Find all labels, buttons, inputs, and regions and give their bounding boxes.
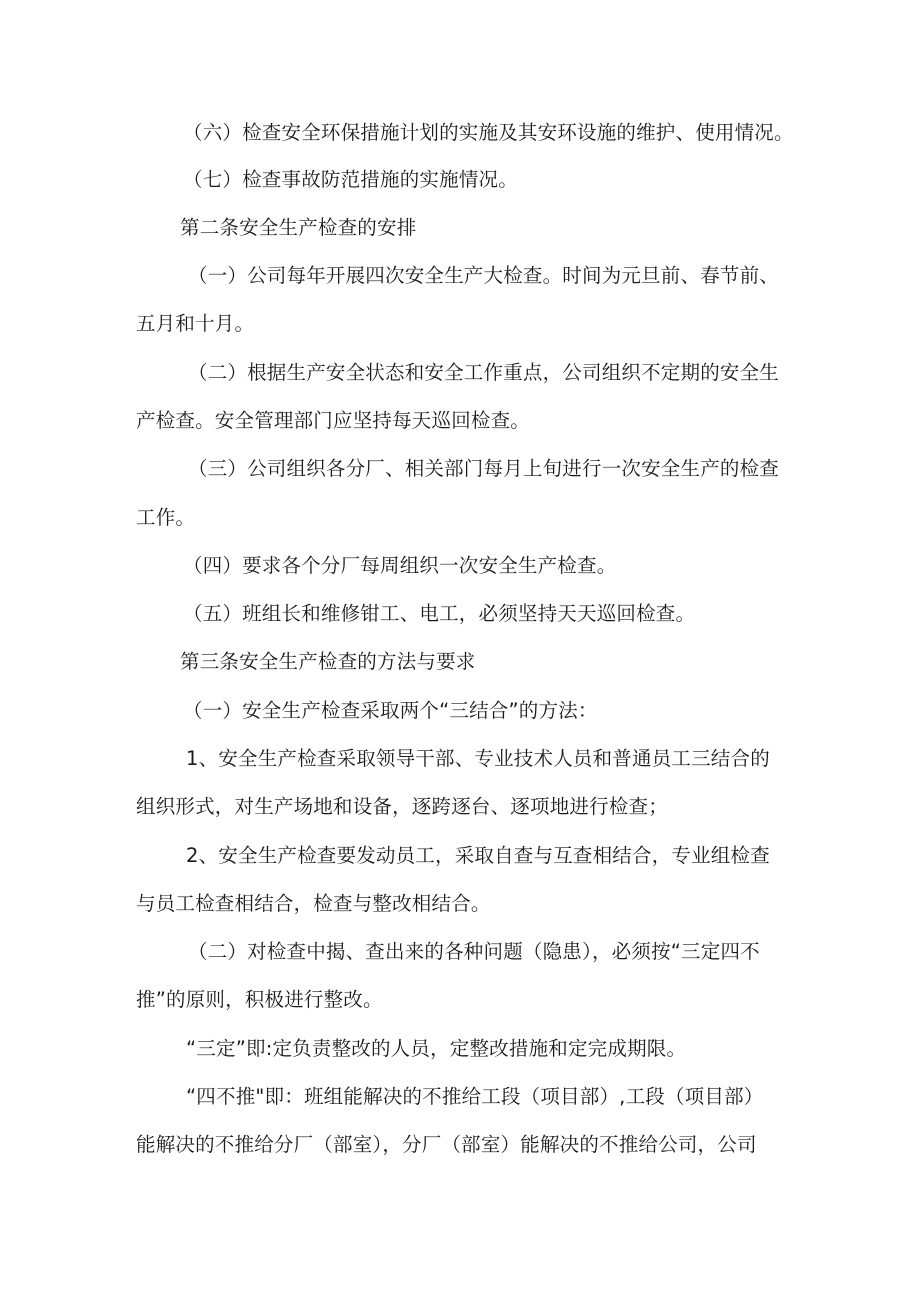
article-3-point-1-line-2: 组织形式，对生产场地和设备，逐跨逐台、逐项地进行检查； <box>136 795 668 818</box>
four-no-push-line-1: “四不推"即：班组能解决的不推给工段（项目部）,工段（项目部） <box>186 1085 764 1108</box>
article-2-item-1-line-1: （一）公司每年开展四次安全生产大检查。时间为元旦前、春节前、 <box>188 264 780 287</box>
article-3-item-2-line-2: 推”的原则，积极进行整改。 <box>136 988 383 1011</box>
article-3-item-1-line: （一）安全生产检查采取两个“三结合”的方法： <box>183 699 598 722</box>
article-2-heading: 第二条安全生产检查的安排 <box>180 216 417 239</box>
article-2-item-1-line-2: 五月和十月。 <box>136 312 255 335</box>
article-2-item-3-line-2: 工作。 <box>136 506 196 529</box>
article-2-item-2-line-1: （二）根据生产安全状态和安全工作重点，公司组织不定期的安全生 <box>188 361 780 384</box>
article-2-item-4-line: （四）要求各个分厂每周组织一次安全生产检查。 <box>183 554 617 577</box>
article-3-point-1-line-1: 1、安全生产检查采取领导干部、专业技术人员和普通员工三结合的 <box>186 747 770 770</box>
article-2-item-5-line: （五）班组长和维修钳工、电工，必须坚持天天巡回检查。 <box>183 602 696 625</box>
article-3-point-2-line-1: 2、安全生产检查要发动员工，采取自查与互查相结合，专业组检查 <box>186 844 770 867</box>
article-3-heading: 第三条安全生产检查的方法与要求 <box>180 650 476 673</box>
four-no-push-line-2: 能解决的不推给分厂（部室），分厂（部室）能解决的不推给公司，公司 <box>136 1133 757 1156</box>
article-2-item-2-line-2: 产检查。安全管理部门应坚持每天巡回检查。 <box>136 409 531 432</box>
item-6-line: （六）检查安全环保措施计划的实施及其安环设施的维护、使用情况。 <box>183 121 794 144</box>
article-3-point-2-line-2: 与员工检查相结合，检查与整改相结合。 <box>136 892 491 915</box>
article-2-item-3-line-1: （三）公司组织各分厂、相关部门每月上旬进行一次安全生产的检查 <box>188 457 780 480</box>
article-3-item-2-line-1: （二）对检查中揭、查出来的各种问题（隐患），必须按“三定四不 <box>188 940 760 963</box>
item-7-line: （七）检查事故防范措施的实施情况。 <box>183 168 518 191</box>
three-fixes-definition: “三定”即:定负责整改的人员，定整改措施和定完成期限。 <box>186 1037 687 1060</box>
